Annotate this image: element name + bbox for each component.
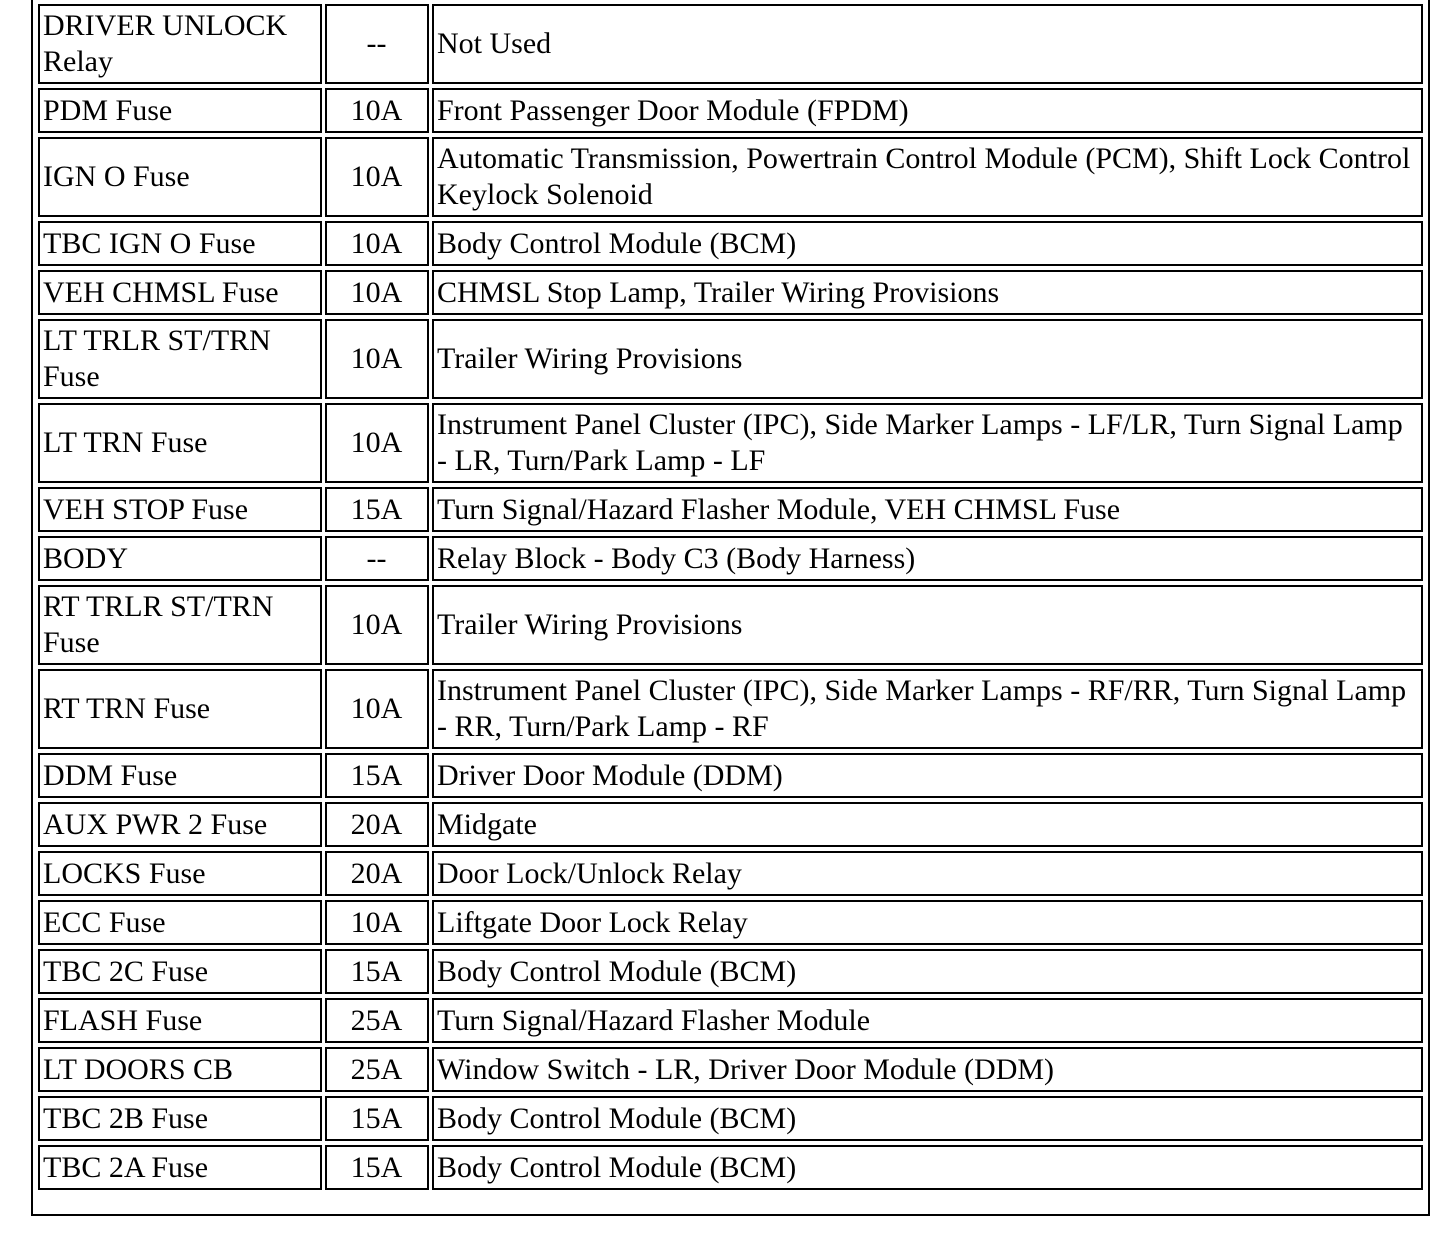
table-row — [38, 137, 1423, 217]
circuit-description-cell: CHMSL Stop Lamp, Trailer Wiring Provisions — [432, 270, 1423, 315]
fuse-name-cell: LOCKS Fuse — [38, 851, 322, 896]
fuse-name-cell: LT TRN Fuse — [38, 403, 322, 483]
circuit-description-cell: Instrument Panel Cluster (IPC), Side Marker Lamps - RF/RR, Turn Signal Lamp - RR, Turn/Park Lamp - RF — [432, 669, 1423, 749]
fuse-rating-cell: 15A — [325, 487, 429, 532]
fuse-name-cell: LT DOORS CB — [38, 1047, 322, 1092]
fuse-rating-cell: 15A — [325, 1096, 429, 1141]
fuse-rating-cell: 10A — [325, 137, 429, 217]
fuse-relay-table — [35, 0, 1426, 1194]
circuit-description-cell: Midgate — [432, 802, 1423, 847]
table-row — [38, 4, 1423, 84]
circuit-description-cell: Body Control Module (BCM) — [432, 1145, 1423, 1190]
fuse-name-cell: IGN O Fuse — [38, 137, 322, 217]
table-row — [38, 536, 1423, 581]
fuse-rating-cell: 10A — [325, 585, 429, 665]
fuse-rating-cell: 10A — [325, 319, 429, 399]
circuit-description-cell: Door Lock/Unlock Relay — [432, 851, 1423, 896]
table-row — [38, 88, 1423, 133]
fuse-rating-cell: 20A — [325, 802, 429, 847]
fuse-rating-cell: 10A — [325, 669, 429, 749]
fuse-name-cell: TBC 2C Fuse — [38, 949, 322, 994]
circuit-description-cell: Trailer Wiring Provisions — [432, 319, 1423, 399]
fuse-rating-cell: 10A — [325, 900, 429, 945]
fuse-name-cell: ECC Fuse — [38, 900, 322, 945]
fuse-rating-cell: 10A — [325, 221, 429, 266]
fuse-name-cell: TBC 2A Fuse — [38, 1145, 322, 1190]
circuit-description-cell: Instrument Panel Cluster (IPC), Side Marker Lamps - LF/LR, Turn Signal Lamp - LR, Turn/Park Lamp - LF — [432, 403, 1423, 483]
table-row — [38, 319, 1423, 399]
circuit-description-cell: Turn Signal/Hazard Flasher Module, VEH CHMSL Fuse — [432, 487, 1423, 532]
table-row — [38, 998, 1423, 1043]
fuse-name-cell: LT TRLR ST/TRN Fuse — [38, 319, 322, 399]
table-row — [38, 403, 1423, 483]
fuse-name-cell: RT TRN Fuse — [38, 669, 322, 749]
table-row — [38, 851, 1423, 896]
fuse-name-cell: RT TRLR ST/TRN Fuse — [38, 585, 322, 665]
fuse-rating-cell: -- — [325, 4, 429, 84]
fuse-rating-cell: 10A — [325, 403, 429, 483]
table-row — [38, 221, 1423, 266]
fuse-rating-cell: 10A — [325, 88, 429, 133]
fuse-rating-cell: 25A — [325, 998, 429, 1043]
fuse-rating-cell: -- — [325, 536, 429, 581]
table-row — [38, 270, 1423, 315]
fuse-rating-cell: 15A — [325, 753, 429, 798]
table-row — [38, 1096, 1423, 1141]
circuit-description-cell: Front Passenger Door Module (FPDM) — [432, 88, 1423, 133]
circuit-description-cell: Body Control Module (BCM) — [432, 949, 1423, 994]
table-row — [38, 753, 1423, 798]
table-row — [38, 487, 1423, 532]
circuit-description-cell: Body Control Module (BCM) — [432, 221, 1423, 266]
fuse-rating-cell: 20A — [325, 851, 429, 896]
fuse-rating-cell: 10A — [325, 270, 429, 315]
fuse-name-cell: FLASH Fuse — [38, 998, 322, 1043]
circuit-description-cell: Automatic Transmission, Powertrain Control Module (PCM), Shift Lock Control Keylock Solenoid — [432, 137, 1423, 217]
table-row — [38, 1145, 1423, 1190]
circuit-description-cell: Relay Block - Body C3 (Body Harness) — [432, 536, 1423, 581]
circuit-description-cell: Turn Signal/Hazard Flasher Module — [432, 998, 1423, 1043]
table-row — [38, 585, 1423, 665]
fuse-name-cell: AUX PWR 2 Fuse — [38, 802, 322, 847]
circuit-description-cell: Not Used — [432, 4, 1423, 84]
fuse-name-cell: DDM Fuse — [38, 753, 322, 798]
table-row — [38, 802, 1423, 847]
fuse-name-cell: TBC 2B Fuse — [38, 1096, 322, 1141]
fuse-rating-cell: 25A — [325, 1047, 429, 1092]
fuse-name-cell: PDM Fuse — [38, 88, 322, 133]
fuse-rating-cell: 15A — [325, 949, 429, 994]
fuse-rating-cell: 15A — [325, 1145, 429, 1190]
table-row — [38, 949, 1423, 994]
table-row — [38, 1047, 1423, 1092]
fuse-name-cell: TBC IGN O Fuse — [38, 221, 322, 266]
fuse-name-cell: VEH CHMSL Fuse — [38, 270, 322, 315]
circuit-description-cell: Trailer Wiring Provisions — [432, 585, 1423, 665]
fuse-name-cell: BODY — [38, 536, 322, 581]
circuit-description-cell: Liftgate Door Lock Relay — [432, 900, 1423, 945]
fuse-table-body — [38, 4, 1423, 1190]
circuit-description-cell: Body Control Module (BCM) — [432, 1096, 1423, 1141]
fuse-name-cell: VEH STOP Fuse — [38, 487, 322, 532]
circuit-description-cell: Window Switch - LR, Driver Door Module (DDM) — [432, 1047, 1423, 1092]
circuit-description-cell: Driver Door Module (DDM) — [432, 753, 1423, 798]
table-row — [38, 669, 1423, 749]
table-row — [38, 900, 1423, 945]
fuse-name-cell: DRIVER UNLOCK Relay — [38, 4, 322, 84]
